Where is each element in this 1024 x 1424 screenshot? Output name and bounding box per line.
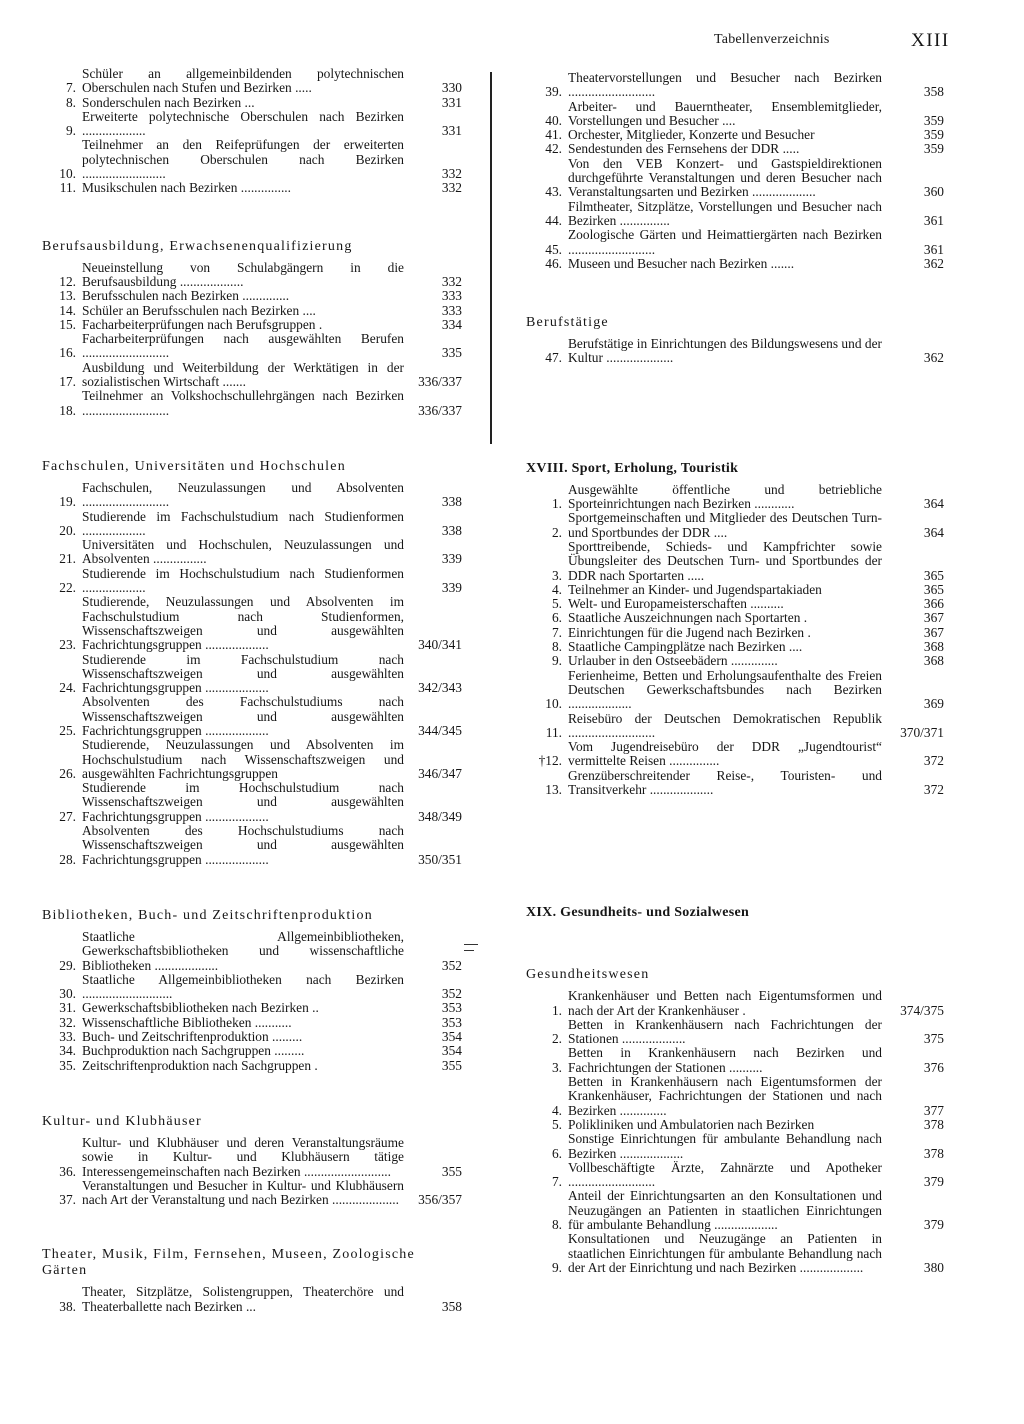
entry-number: 8.	[551, 1217, 562, 1233]
entry-page-ref: 378	[923, 1145, 944, 1161]
toc-entry[interactable]	[526, 654, 944, 668]
entry-title: Facharbeiterprüfungen nach ausgewählten Berufen ..........................	[82, 331, 404, 361]
entry-number: 14.	[59, 302, 76, 318]
toc-entry[interactable]	[42, 1136, 462, 1179]
section-heading: Kultur- und Klubhäuser	[42, 1113, 202, 1129]
entry-page-ref: 348/349	[418, 808, 462, 824]
entry-page-ref: 344/345	[418, 722, 462, 738]
toc-entry[interactable]	[42, 1016, 462, 1030]
entry-number: 34.	[59, 1043, 76, 1059]
entry-title: Arbeiter- und Bauerntheater, Ensemblemitglieder, Vorstellungen und Besucher ....	[568, 98, 882, 128]
entry-title: Betten in Krankenhäusern nach Fachrichtungen der Stationen ...................	[568, 1016, 882, 1047]
entry-page-ref: 342/343	[418, 680, 462, 696]
entry-title: Reisebüro der Deutschen Demokratischen Republik ..........................	[568, 710, 882, 740]
entry-title: Betten in Krankenhäusern nach Bezirken und Fachrichtungen der Stationen ..........	[568, 1045, 882, 1075]
entry-title: Veranstaltungen und Besucher in Kultur- und Klubhäusern nach Art der Veranstaltung und nach Bezirken ....................	[82, 1177, 404, 1208]
entry-page-ref: 354	[441, 1029, 462, 1045]
entry-number: 45.	[545, 241, 562, 257]
entry-page-ref: 335	[441, 345, 462, 361]
entry-page-ref: 352	[441, 986, 462, 1002]
toc-entry[interactable]	[42, 67, 462, 96]
entry-number: 42.	[545, 141, 562, 157]
entry-page-ref: 361	[923, 241, 944, 257]
entry-page-ref: 365	[923, 567, 944, 583]
entry-title: Theatervorstellungen und Besucher nach Bezirken ..........................	[568, 70, 882, 100]
toc-section	[42, 1247, 462, 1314]
entry-number: 13.	[545, 781, 562, 797]
entry-title: Konsultationen und Neuzugänge an Patienten in staatlichen Einrichtungen für ambulante Behandlung nach der Art der Einrichtung und nach Bezirken ...................	[568, 1231, 882, 1275]
entry-number: 23.	[59, 637, 76, 653]
entry-title: Fachschulen, Neuzulassungen und Absolventen ..........................	[82, 479, 404, 510]
toc-entry[interactable]	[526, 989, 944, 1018]
entry-page-ref: 338	[441, 494, 462, 510]
entry-number: 9.	[551, 653, 562, 669]
entry-page-ref: 355	[441, 1163, 462, 1179]
entry-number: 2.	[551, 524, 562, 540]
entry-page-ref: 353	[441, 1000, 462, 1016]
entry-page-ref: 369	[923, 696, 944, 712]
toc-entry[interactable]	[526, 200, 944, 229]
toc-entry[interactable]	[42, 538, 462, 567]
entry-number: 15.	[59, 316, 76, 332]
toc-entry[interactable]	[42, 332, 462, 361]
toc-entry[interactable]	[526, 1132, 944, 1161]
entry-title: Studierende, Neuzulassungen und Absolventen im Fachschulstudium nach Studienformen, Wissenschaftszweigen und ausgewählten Fachrichtungsgruppen ...................	[82, 594, 404, 653]
entry-number: 12.	[59, 273, 76, 289]
toc-entry[interactable]	[526, 1118, 944, 1132]
entry-title: Berufstätige in Einrichtungen des Bildungswesens und der Kultur ....................	[568, 336, 882, 366]
toc-section	[42, 1114, 462, 1207]
entry-page-ref: 359	[923, 127, 944, 143]
entry-number: 3.	[551, 567, 562, 583]
entry-title: Vom Jugendreisebüro der DDR „Jugendtourist“ vermittelte Reisen ...............	[568, 739, 882, 769]
entry-title: Absolventen des Fachschulstudiums nach Wissenschaftszweigen und ausgewählten Fachrichtungsgruppen ...................	[82, 694, 404, 738]
entry-title: Kultur- und Klubhäuser und deren Veranstaltungsräume sowie in Kultur- und Klubhäusern tätige Interessengemeinschaften nach Bezirken ..........................	[82, 1134, 404, 1179]
entry-title: Gewerkschaftsbibliotheken nach Bezirken ..	[82, 1000, 319, 1016]
entry-number: 9.	[65, 123, 76, 139]
entry-page-ref: 331	[441, 94, 462, 110]
toc-entry[interactable]	[42, 973, 462, 1002]
entry-title: Betten in Krankenhäusern nach Eigentumsformen der Krankenhäuser, Fachrichtungen der Stationen und nach Bezirken ..............	[568, 1074, 882, 1118]
entry-title: Teilnehmer an Kinder- und Jugendspartakiaden	[568, 581, 822, 597]
entry-title: Berufsschulen nach Bezirken ..............	[82, 288, 290, 304]
toc-entry[interactable]	[526, 511, 944, 540]
toc-entry[interactable]	[526, 626, 944, 640]
entry-title: Schüler an allgemeinbildenden polytechnischen Oberschulen nach Stufen und Bezirken .....	[82, 66, 404, 96]
entry-number: 1.	[551, 1002, 562, 1018]
toc-section	[526, 315, 944, 366]
toc-entry[interactable]	[526, 1161, 944, 1190]
toc-entry[interactable]	[42, 318, 462, 332]
toc-entry[interactable]	[42, 695, 462, 738]
entry-number: 19.	[59, 494, 76, 510]
toc-entry[interactable]	[526, 769, 944, 798]
toc-entry[interactable]	[42, 1044, 462, 1058]
toc-entry[interactable]	[526, 337, 944, 366]
entry-title: Ausbildung und Weiterbildung der Werktätigen in der sozialistischen Wirtschaft .......	[82, 359, 404, 390]
entry-number: 30.	[59, 986, 76, 1002]
entry-page-ref: 358	[441, 1298, 462, 1314]
entry-page-ref: 376	[923, 1059, 944, 1075]
entry-page-ref: 332	[441, 180, 462, 196]
entry-number: †12.	[538, 753, 562, 769]
entry-title: Sendestunden des Fernsehens der DDR .....	[568, 141, 800, 157]
toc-section	[526, 905, 944, 921]
entry-title: Studierende, Neuzulassungen und Absolventen im Hochschulstudium nach Wissenschaftszweigen und ausgewählten Fachrichtungsgruppen	[82, 737, 404, 781]
entry-title: Sporttreibende, Schieds- und Kampfrichter sowie Übungsleiter des Deutschen Turn- und Sportbundes der DDR nach Sportarten .....	[568, 538, 882, 583]
entry-title: Absolventen des Hochschulstudiums nach Wissenschaftszweigen und ausgewählten Fachrichtungsgruppen ...................	[82, 823, 404, 867]
entry-page-ref: 368	[923, 653, 944, 669]
entry-title: Staatliche Auszeichnungen nach Sportarten .	[568, 610, 808, 626]
entry-page-ref: 365	[923, 581, 944, 597]
entry-page-ref: 362	[923, 350, 944, 366]
entry-page-ref: 372	[923, 781, 944, 797]
entry-page-ref: 378	[923, 1116, 944, 1132]
toc-entry[interactable]	[526, 483, 944, 512]
left-toc-column	[42, 67, 462, 1314]
toc-entry[interactable]	[42, 1001, 462, 1015]
toc-entry[interactable]	[526, 611, 944, 625]
entry-number: 5.	[551, 1116, 562, 1132]
entry-title: Welt- und Europameisterschaften ..........	[568, 596, 784, 612]
entry-number: 41.	[545, 127, 562, 143]
entry-page-ref: 364	[923, 496, 944, 512]
section-heading: Gesundheitswesen	[526, 967, 650, 983]
entry-page-ref: 358	[923, 84, 944, 100]
entry-number: 6.	[551, 1145, 562, 1161]
entry-title: Sonderschulen nach Bezirken ...	[82, 94, 255, 110]
entry-title: Studierende im Fachschulstudium nach Studienformen ...................	[82, 508, 404, 538]
entry-title: Buch- und Zeitschriftenproduktion .........	[82, 1029, 303, 1045]
toc-section	[42, 459, 462, 867]
entry-page-ref: 350/351	[418, 851, 462, 867]
toc-entry[interactable]	[526, 640, 944, 654]
toc-entry[interactable]	[42, 1059, 462, 1073]
entry-number: 7.	[551, 1174, 562, 1190]
entry-number: 2.	[551, 1031, 562, 1047]
entry-number: 8.	[551, 639, 562, 655]
toc-section	[526, 71, 944, 271]
entry-page-ref: 353	[441, 1014, 462, 1030]
toc-entry[interactable]	[526, 1046, 944, 1075]
entry-page-ref: 332	[441, 273, 462, 289]
entry-number: 7.	[551, 624, 562, 640]
entry-title: Studierende im Hochschulstudium nach Wissenschaftszweigen und ausgewählten Fachrichtungsgruppen ...................	[82, 780, 404, 824]
margin-dash-mark	[464, 944, 478, 945]
entry-number: 27.	[59, 808, 76, 824]
entry-page-ref: 361	[923, 212, 944, 228]
entry-page-ref: 375	[923, 1031, 944, 1047]
toc-entry[interactable]	[526, 142, 944, 156]
entry-page-ref: 336/337	[418, 374, 462, 390]
toc-entry[interactable]	[526, 1018, 944, 1047]
entry-number: 33.	[59, 1029, 76, 1045]
entry-page-ref: 380	[923, 1259, 944, 1275]
toc-entry[interactable]	[42, 96, 462, 110]
section-heading: Bibliotheken, Buch- und Zeitschriftenproduktion	[42, 907, 373, 923]
entry-title: Staatliche Allgemeinbibliotheken, Gewerkschaftsbibliotheken und wissenschaftliche Bibliotheken ...................	[82, 928, 404, 973]
entry-number: 29.	[59, 957, 76, 973]
toc-entry[interactable]	[42, 181, 462, 195]
toc-entry[interactable]	[42, 595, 462, 652]
entry-page-ref: 377	[923, 1102, 944, 1118]
toc-entry[interactable]	[42, 781, 462, 824]
toc-entry[interactable]	[526, 71, 944, 100]
entry-title: Universitäten und Hochschulen, Neuzulassungen und Absolventen ................	[82, 537, 404, 567]
entry-page-ref: 352	[441, 957, 462, 973]
entry-page-ref: 339	[441, 551, 462, 567]
entry-number: 4.	[551, 1102, 562, 1118]
entry-title: Krankenhäuser und Betten nach Eigentumsformen und nach der Art der Krankenhäuser .	[568, 988, 882, 1018]
entry-number: 44.	[545, 212, 562, 228]
entry-page-ref: 356/357	[418, 1192, 462, 1208]
entry-number: 36.	[59, 1163, 76, 1179]
entry-page-ref: 331	[441, 123, 462, 139]
toc-entry[interactable]	[42, 304, 462, 318]
toc-section	[526, 967, 944, 1275]
toc-section	[526, 461, 944, 798]
entry-number: 6.	[551, 610, 562, 626]
entry-page-ref: 374/375	[900, 1002, 944, 1018]
toc-entry[interactable]	[526, 257, 944, 271]
toc-entry[interactable]	[526, 1075, 944, 1118]
toc-section	[42, 239, 462, 418]
entry-number: 13.	[59, 288, 76, 304]
entry-page-ref: 354	[441, 1043, 462, 1059]
entry-page-ref: 355	[441, 1057, 462, 1073]
entry-page-ref: 366	[923, 596, 944, 612]
entry-title: Studierende im Fachschulstudium nach Wissenschaftszweigen und ausgewählten Fachrichtungsgruppen ...................	[82, 651, 404, 696]
toc-entry[interactable]	[42, 1285, 462, 1314]
entry-page-ref: 379	[923, 1217, 944, 1233]
entry-page-ref: 367	[923, 624, 944, 640]
entry-page-ref: 359	[923, 112, 944, 128]
entry-number: 20.	[59, 522, 76, 538]
toc-entry[interactable]	[42, 138, 462, 181]
entry-number: 7.	[65, 80, 76, 96]
entry-page-ref: 364	[923, 524, 944, 540]
entry-page-ref: 334	[441, 316, 462, 332]
toc-entry[interactable]	[42, 1030, 462, 1044]
toc-entry[interactable]	[42, 567, 462, 596]
section-heading: Berufsausbildung, Erwachsenenqualifizierung	[42, 238, 353, 254]
entry-number: 10.	[545, 696, 562, 712]
entry-page-ref: 372	[923, 753, 944, 769]
entry-title: Schüler an Berufsschulen nach Bezirken ....	[82, 302, 316, 318]
entry-title: Vollbeschäftigte Ärzte, Zahnärzte und Apotheker ..........................	[568, 1159, 882, 1190]
entry-number: 26.	[59, 765, 76, 781]
entry-page-ref: 333	[441, 288, 462, 304]
entry-page-ref: 370/371	[900, 724, 944, 740]
entry-page-ref: 338	[441, 522, 462, 538]
entry-page-ref: 340/341	[418, 637, 462, 653]
toc-entry[interactable]	[42, 510, 462, 539]
running-header-title: Tabellenverzeichnis	[714, 32, 830, 47]
toc-entry[interactable]	[526, 1189, 944, 1232]
entry-number: 28.	[59, 851, 76, 867]
entry-title: Filmtheater, Sitzplätze, Vorstellungen und Besucher nach Bezirken ...............	[568, 198, 882, 228]
entry-number: 40.	[545, 112, 562, 128]
entry-number: 17.	[59, 374, 76, 390]
entry-number: 31.	[59, 1000, 76, 1016]
toc-section	[42, 67, 462, 196]
entry-page-ref: 339	[441, 580, 462, 596]
toc-entry[interactable]	[526, 100, 944, 129]
entry-page-ref: 360	[923, 184, 944, 200]
toc-entry[interactable]	[526, 540, 944, 583]
entry-title: Polikliniken und Ambulatorien nach Bezirken	[568, 1116, 815, 1132]
entry-number: 35.	[59, 1057, 76, 1073]
entry-page-ref: 379	[923, 1174, 944, 1190]
toc-entry[interactable]	[42, 824, 462, 867]
section-heading: XIX. Gesundheits- und Sozialwesen	[526, 905, 750, 921]
entry-title: Orchester, Mitglieder, Konzerte und Besucher	[568, 127, 815, 143]
entry-title: Theater, Sitzplätze, Solistengruppen, Theaterchöre und Theaterballette nach Bezirken ...	[82, 1284, 404, 1314]
entry-number: 37.	[59, 1192, 76, 1208]
page-number: XIII	[911, 30, 950, 51]
entry-page-ref: 359	[923, 141, 944, 157]
toc-section	[42, 908, 462, 1073]
entry-title: Museen und Besucher nach Bezirken .......	[568, 255, 795, 271]
toc-entry[interactable]	[42, 1179, 462, 1208]
section-heading: XVIII. Sport, Erholung, Touristik	[526, 460, 739, 476]
entry-number: 1.	[551, 496, 562, 512]
entry-number: 21.	[59, 551, 76, 567]
toc-entry[interactable]	[526, 228, 944, 257]
entry-page-ref: 330	[441, 80, 462, 96]
entry-title: Staatliche Campingplätze nach Bezirken ....	[568, 639, 803, 655]
entry-title: Erweiterte polytechnische Oberschulen nach Bezirken ...................	[82, 108, 404, 139]
right-toc-column	[526, 71, 944, 1275]
toc-entry[interactable]	[526, 712, 944, 741]
toc-entry[interactable]	[42, 930, 462, 973]
entry-title: Teilnehmer an den Reifeprüfungen der erweiterten polytechnischen Oberschulen nach Bezirken .........................	[82, 137, 404, 182]
section-heading: Fachschulen, Universitäten und Hochschulen	[42, 458, 346, 474]
entry-page-ref: 333	[441, 302, 462, 318]
entry-number: 10.	[59, 166, 76, 182]
toc-entry[interactable]	[526, 583, 944, 597]
entry-number: 22.	[59, 580, 76, 596]
entry-title: Ausgewählte öffentliche und betriebliche Sporteinrichtungen nach Bezirken ............	[568, 481, 882, 512]
toc-entry[interactable]	[526, 597, 944, 611]
entry-title: Zeitschriftenproduktion nach Sachgruppen .	[82, 1057, 318, 1073]
entry-title: Musikschulen nach Bezirken ...............	[82, 180, 291, 196]
toc-entry[interactable]	[526, 1232, 944, 1275]
entry-page-ref: 332	[441, 166, 462, 182]
toc-entry[interactable]	[42, 481, 462, 510]
toc-entry[interactable]	[42, 389, 462, 418]
entry-page-ref: 336/337	[418, 402, 462, 418]
entry-number: 5.	[551, 596, 562, 612]
entry-title: Zoologische Gärten und Heimattiergärten nach Bezirken ..........................	[568, 227, 882, 257]
entry-page-ref: 367	[923, 610, 944, 626]
toc-entry[interactable]	[526, 128, 944, 142]
entry-number: 32.	[59, 1014, 76, 1030]
toc-entry[interactable]	[42, 738, 462, 781]
margin-dash-mark	[464, 950, 474, 951]
entry-title: Ferienheime, Betten und Erholungsaufenthalte des Freien Deutschen Gewerkschaftsbundes nach Bezirken ...................	[568, 667, 882, 712]
column-divider	[490, 72, 492, 444]
entry-number: 8.	[65, 94, 76, 110]
entry-title: Buchproduktion nach Sachgruppen .........	[82, 1043, 305, 1059]
section-heading: Theater, Musik, Film, Fernsehen, Museen, Zoologische Gärten	[42, 1247, 415, 1279]
entry-page-ref: 362	[923, 255, 944, 271]
entry-number: 9.	[551, 1259, 562, 1275]
toc-entry[interactable]	[526, 740, 944, 769]
entry-number: 11.	[59, 180, 76, 196]
section-heading: Berufstätige	[526, 315, 609, 331]
entry-number: 11.	[545, 724, 562, 740]
entry-title: Einrichtungen für die Jugend nach Bezirken .	[568, 624, 811, 640]
entry-number: 3.	[551, 1059, 562, 1075]
entry-title: Facharbeiterprüfungen nach Berufsgruppen .	[82, 316, 323, 332]
entry-number: 16.	[59, 345, 76, 361]
entry-number: 47.	[545, 350, 562, 366]
toc-entry[interactable]	[526, 157, 944, 200]
entry-title: Sonstige Einrichtungen für ambulante Behandlung nach Bezirken ...................	[568, 1131, 882, 1161]
entry-title: Anteil der Einrichtungsarten an den Konsultationen und Neuzugängen an Patienten in staatlichen Einrichtungen für ambulante Behandlung ...................	[568, 1188, 882, 1233]
entry-title: Studierende im Hochschulstudium nach Studienformen ...................	[82, 565, 404, 596]
toc-entry[interactable]	[42, 110, 462, 139]
entry-title: Staatliche Allgemeinbibliotheken nach Bezirken ...........................	[82, 971, 404, 1002]
toc-entry[interactable]	[42, 653, 462, 696]
toc-entry[interactable]	[42, 289, 462, 303]
entry-title: Urlauber in den Ostseebädern ..............	[568, 653, 778, 669]
toc-entry[interactable]	[526, 669, 944, 712]
entry-number: 38.	[59, 1298, 76, 1314]
entry-number: 39.	[545, 84, 562, 100]
entry-title: Wissenschaftliche Bibliotheken ...........	[82, 1014, 292, 1030]
entry-number: 25.	[59, 722, 76, 738]
entry-page-ref: 368	[923, 639, 944, 655]
entry-number: 18.	[59, 402, 76, 418]
entry-number: 4.	[551, 581, 562, 597]
entry-number: 24.	[59, 680, 76, 696]
toc-entry[interactable]	[42, 261, 462, 290]
entry-title: Sportgemeinschaften und Mitglieder des Deutschen Turn- und Sportbundes der DDR ....	[568, 510, 882, 540]
entry-title: Grenzüberschreitender Reise-, Touristen- und Transitverkehr ...................	[568, 767, 882, 797]
entry-page-ref: 346/347	[418, 765, 462, 781]
entry-title: Von den VEB Konzert- und Gastspieldirektionen durchgeführte Veranstaltungen und deren Besucher nach Veranstaltungsarten und Bezirken ...................	[568, 155, 882, 200]
entry-number: 43.	[545, 184, 562, 200]
entry-title: Neueinstellung von Schulabgängern in die Berufsausbildung ...................	[82, 259, 404, 289]
entry-title: Teilnehmer an Volkshochschullehrgängen nach Bezirken ..........................	[82, 388, 404, 418]
entry-number: 46.	[545, 255, 562, 271]
toc-entry[interactable]	[42, 361, 462, 390]
